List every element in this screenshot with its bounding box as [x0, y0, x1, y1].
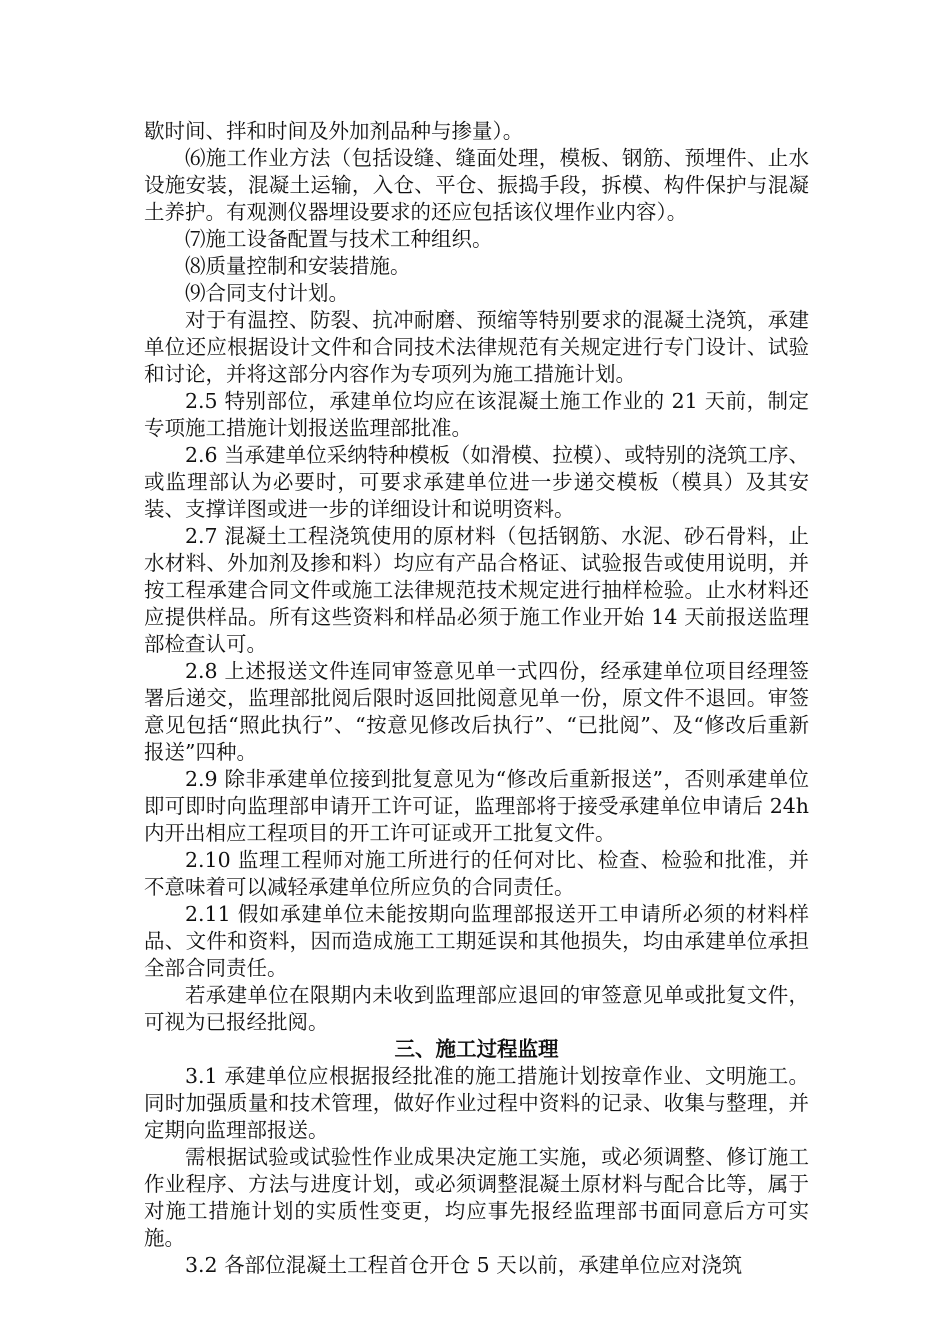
paragraph: 歇时间、拌和时间及外加剂品种与掺量）。	[144, 119, 524, 143]
paragraph: ⑹施工作业方法（包括设缝、缝面处理，模板、钢筋、预埋件、止水设施安装，混凝土运输，入仓、平仓、振捣手段，拆模、构件保护与混凝土养护。有观测仪器埋设要求的还应包括该仪埋作业内容）。	[144, 146, 809, 224]
section-heading: 三、施工过程监理	[394, 1037, 559, 1061]
paragraph: 2.6 当承建单位采纳特种模板（如滑模、拉模）、或特别的浇筑工序、或监理部认为必要时，可要求承建单位进一步递交模板（模具）及其安装、支撑详图或进一步的详细设计和说明资料。	[144, 443, 809, 521]
paragraph: 对于有温控、防裂、抗冲耐磨、预缩等特别要求的混凝土浇筑，承建单位还应根据设计文件和合同技术法律规范有关规定进行专门设计、试验和讨论，并将这部分内容作为专项列为施工措施计划。	[144, 308, 809, 386]
paragraph: 2.5 特别部位，承建单位均应在该混凝土施工作业的 21 天前，制定专项施工措施计划报送监理部批准。	[144, 389, 809, 440]
paragraph: 若承建单位在限期内未收到监理部应退回的审签意见单或批复文件，可视为已报经批阅。	[144, 983, 809, 1034]
paragraph: 需根据试验或试验性作业成果决定施工实施，或必须调整、修订施工作业程序、方法与进度计划，或必须调整混凝土原材料与配合比等，属于对施工措施计划的实质性变更，均应事先报经监理部书面同意后方可实施。	[144, 1145, 809, 1250]
paragraph: 2.8 上述报送文件连同审签意见单一式四份，经承建单位项目经理签署后递交，监理部批阅后限时返回批阅意见单一份，原文件不退回。审签意见包括“照此执行”、“按意见修改后执行”、“已批阅”、及“修改后重新报送”四种。	[144, 659, 809, 764]
paragraph: 2.10 监理工程师对施工所进行的任何对比、检查、检验和批准，并不意味着可以减轻承建单位所应负的合同责任。	[144, 848, 809, 899]
paragraph: 2.7 混凝土工程浇筑使用的原材料（包括钢筋、水泥、砂石骨料，止水材料、外加剂及掺和料）均应有产品合格证、试验报告或使用说明，并按工程承建合同文件或施工法律规范技术规定进行抽样检验。止水材料还应提供样品。所有这些资料和样品必须于施工作业开始 14 天前报送监理部检查认可。	[144, 524, 809, 656]
paragraph: ⑻质量控制和安装措施。	[185, 254, 411, 278]
paragraph: 3.2 各部位混凝土工程首仓开仓 5 天以前，承建单位应对浇筑	[185, 1253, 743, 1277]
paragraph: ⑼合同支付计划。	[185, 281, 349, 305]
paragraph: 2.9 除非承建单位接到批复意见为“修改后重新报送”，否则承建单位即可即时向监理部申请开工许可证，监理部将于接受承建单位申请后 24h 内开出相应工程项目的开工许可证或开工批复文件。	[144, 767, 809, 845]
paragraph: 2.11 假如承建单位未能按期向监理部报送开工申请所必须的材料样品、文件和资料，因而造成施工工期延误和其他损失，均由承建单位承担全部合同责任。	[144, 902, 809, 980]
paragraph: 3.1 承建单位应根据报经批准的施工措施计划按章作业、文明施工。同时加强质量和技术管理，做好作业过程中资料的记录、收集与整理，并定期向监理部报送。	[144, 1064, 809, 1142]
paragraph: ⑺施工设备配置与技术工种组织。	[185, 227, 493, 251]
document-page	[144, 118, 809, 1279]
